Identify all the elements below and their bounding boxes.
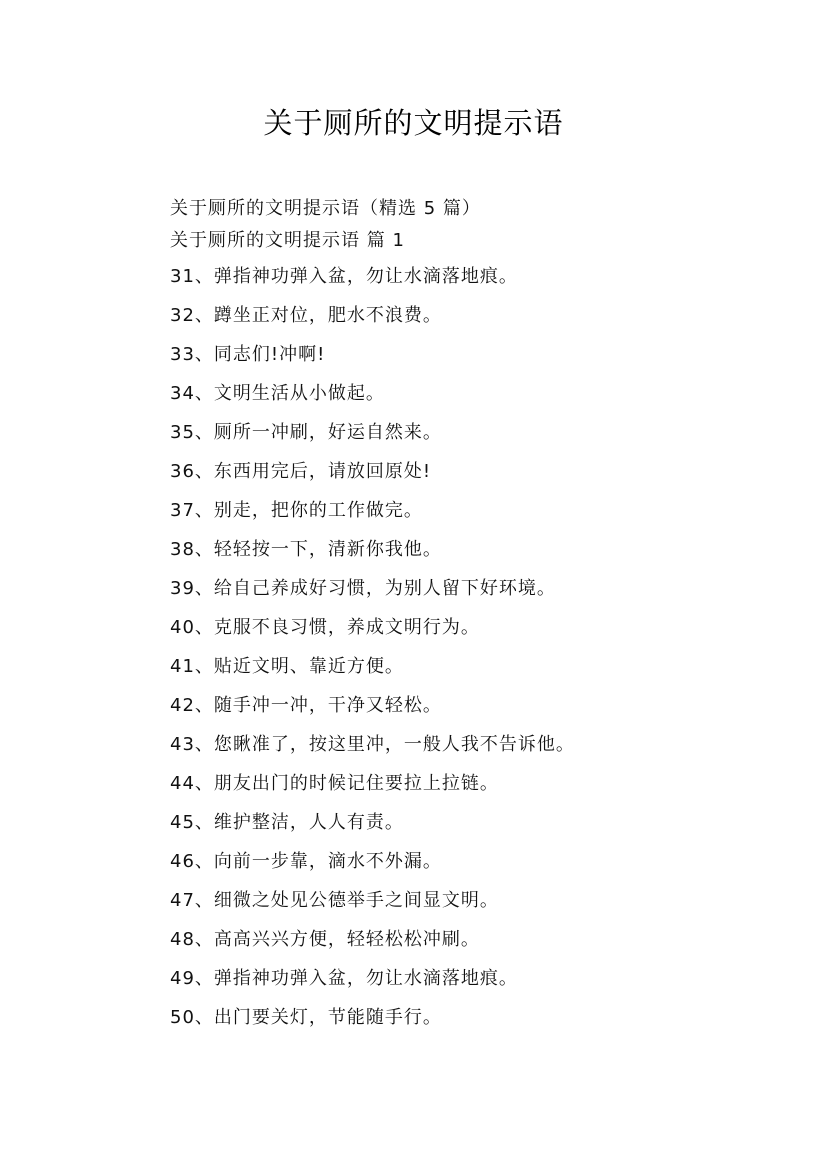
list-item: 33、同志们!冲啊! — [170, 344, 326, 365]
list-item: 44、朋友出门的时候记住要拉上拉链。 — [170, 773, 499, 794]
list-item: 37、别走，把你的工作做完。 — [170, 500, 423, 521]
list-item: 39、给自己养成好习惯，为别人留下好环境。 — [170, 578, 556, 599]
list-item: 46、向前一步靠，滴水不外漏。 — [170, 851, 442, 872]
slogan-list — [170, 257, 790, 1037]
document-subtitle: 关于厕所的文明提示语（精选 5 篇） — [170, 198, 481, 219]
list-item: 42、随手冲一冲，干净又轻松。 — [170, 695, 442, 716]
document-body — [170, 193, 790, 1037]
list-item: 40、克服不良习惯，养成文明行为。 — [170, 617, 480, 638]
list-item: 50、出门要关灯，节能随手行。 — [170, 1007, 442, 1028]
list-item: 31、弹指神功弹入盆，勿让水滴落地痕。 — [170, 266, 518, 287]
document-title: 关于厕所的文明提示语 — [263, 106, 564, 140]
list-item: 47、细微之处见公德举手之间显文明。 — [170, 890, 499, 911]
section-heading: 关于厕所的文明提示语 篇 1 — [170, 230, 405, 251]
list-item: 48、高高兴兴方便，轻轻松松冲刷。 — [170, 929, 480, 950]
list-item: 38、轻轻按一下，清新你我他。 — [170, 539, 442, 560]
list-item: 34、文明生活从小做起。 — [170, 383, 385, 404]
list-item: 32、蹲坐正对位，肥水不浪费。 — [170, 305, 442, 326]
list-item: 49、弹指神功弹入盆，勿让水滴落地痕。 — [170, 968, 518, 989]
list-item: 41、贴近文明、靠近方便。 — [170, 656, 404, 677]
list-item: 36、东西用完后，请放回原处! — [170, 461, 432, 482]
list-item: 45、维护整洁，人人有责。 — [170, 812, 404, 833]
list-item: 35、厕所一冲刷，好运自然来。 — [170, 422, 442, 443]
list-item: 43、您瞅准了，按这里冲，一般人我不告诉他。 — [170, 734, 575, 755]
